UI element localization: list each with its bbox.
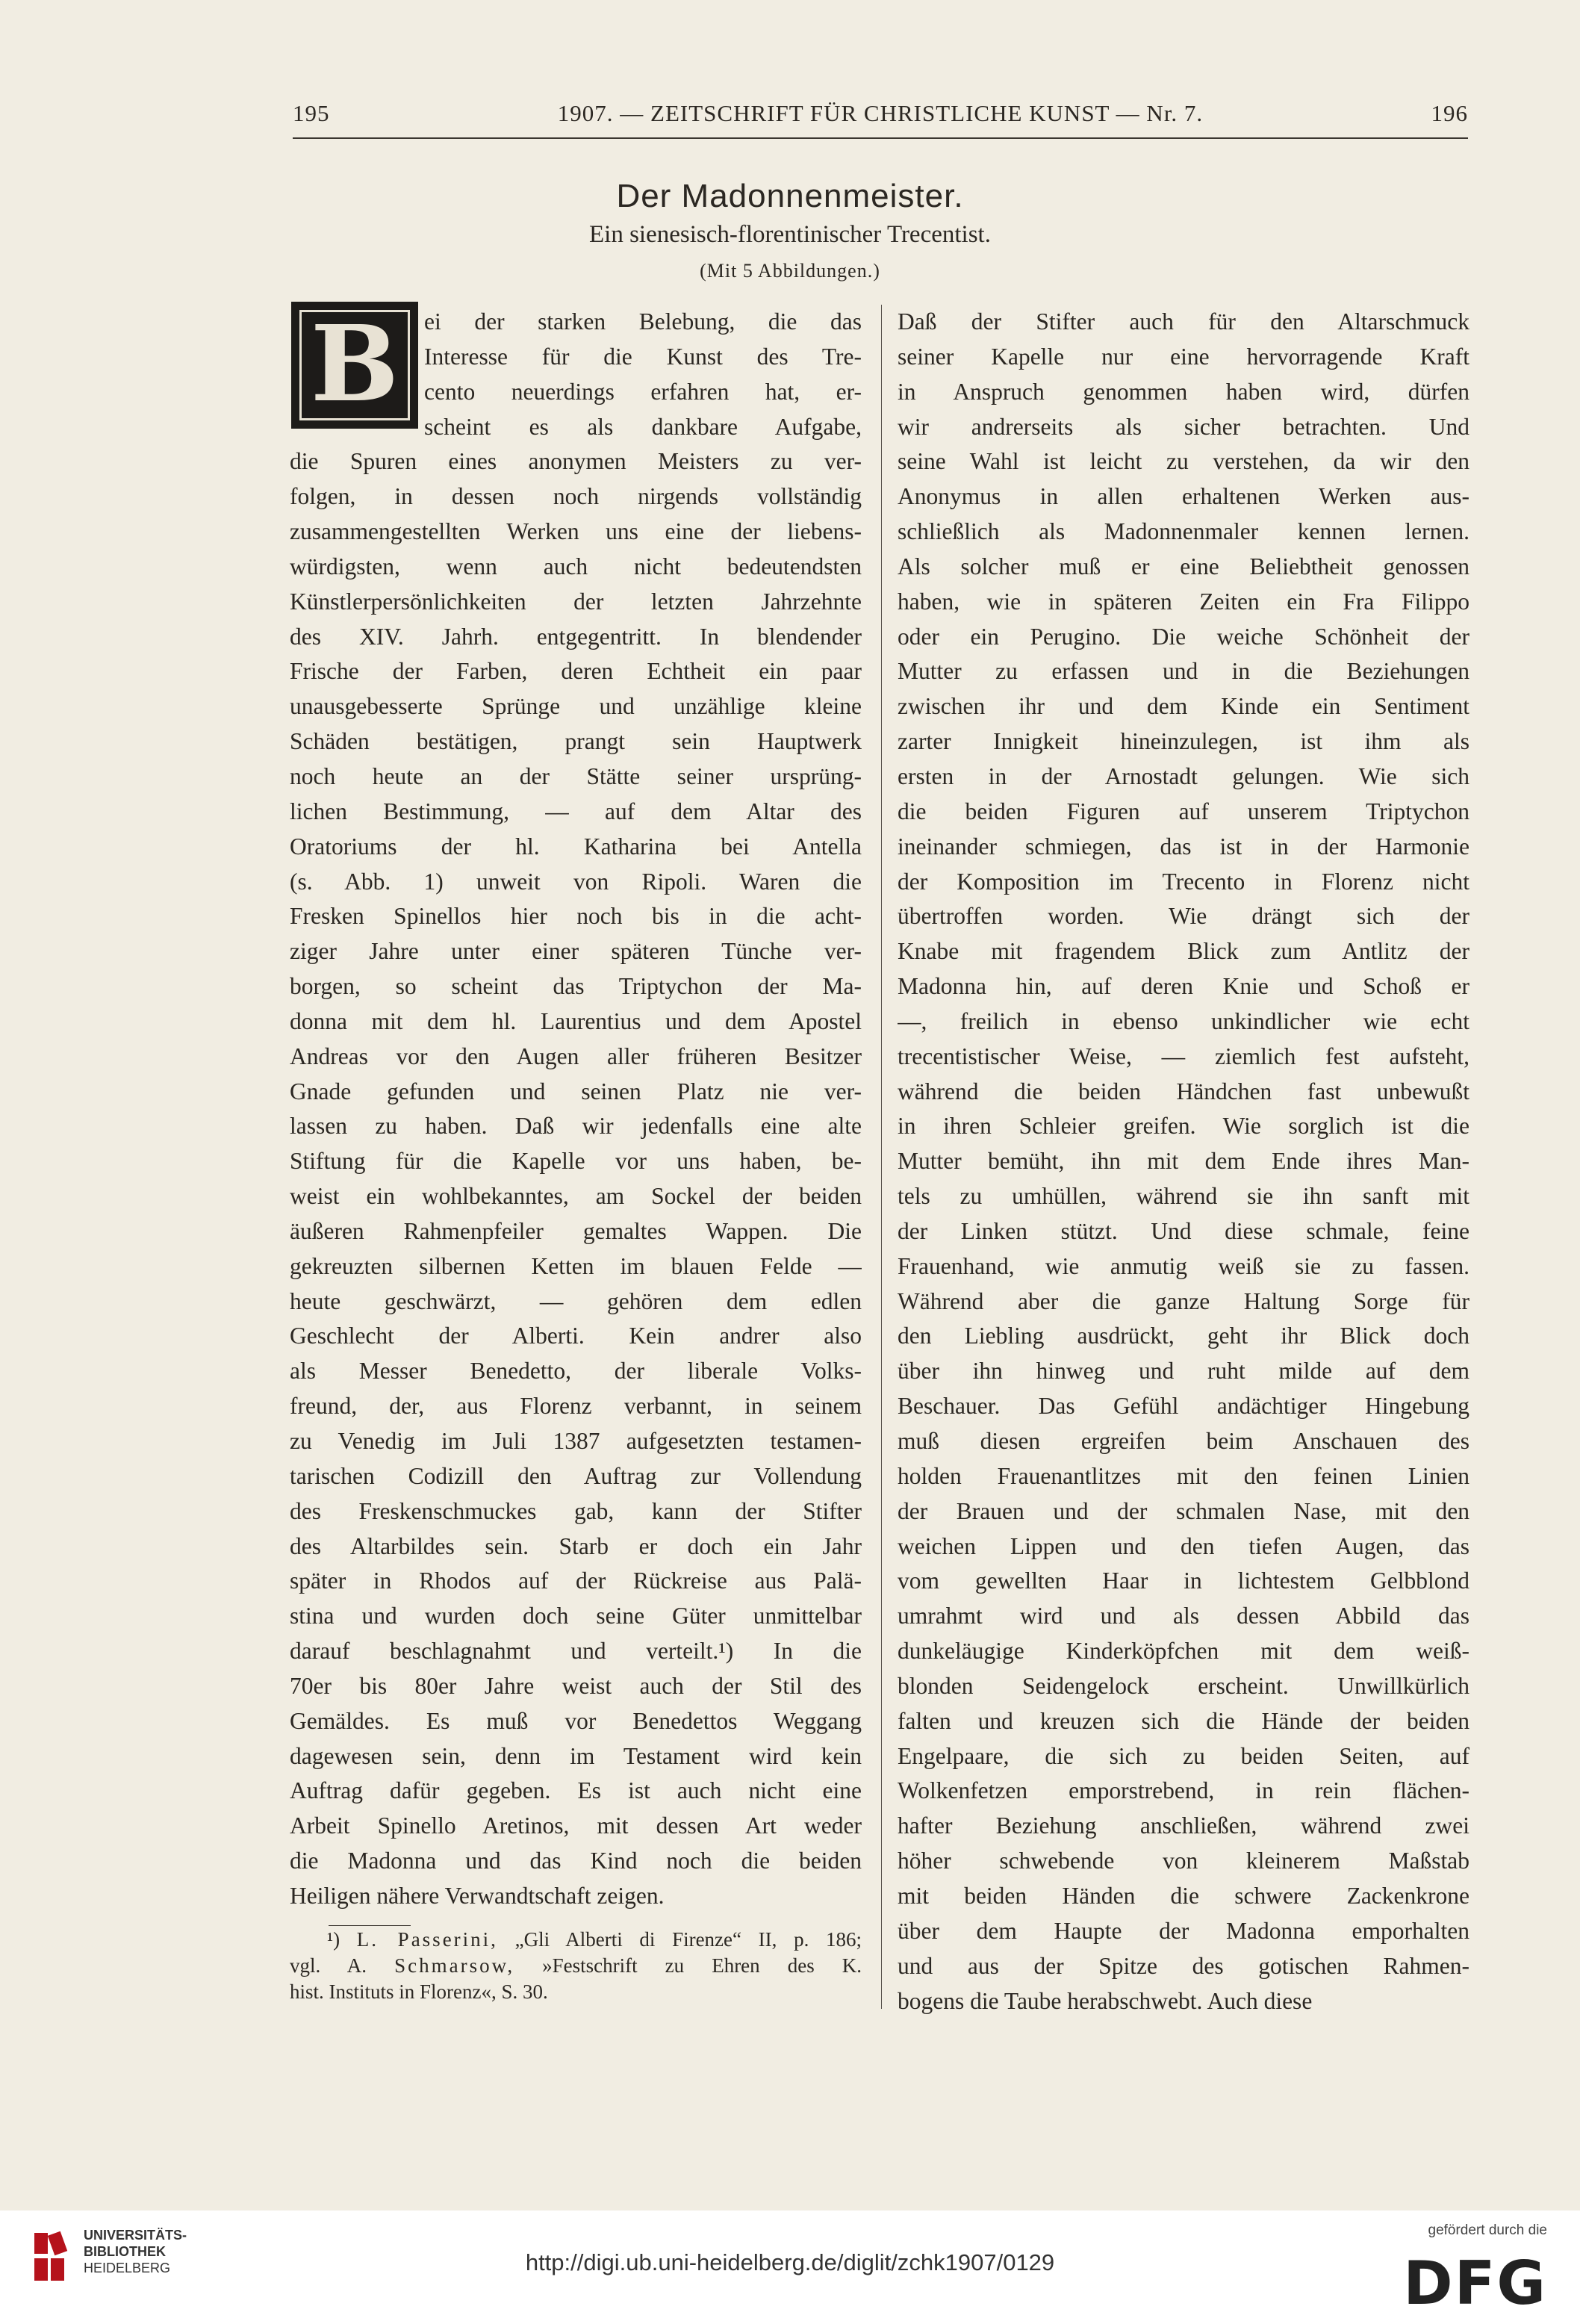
right-column (898, 305, 1469, 2019)
text-line: ersten in der Arnostadt gelungen. Wie sich (898, 762, 1469, 789)
text-line: trecentistischer Weise, — ziemlich fest aufsteht, (898, 1043, 1469, 1069)
text-line: zarter Innigkeit hineinzulegen, ist ihm als (898, 728, 1469, 755)
text-line: ziger Jahre unter einer späteren Tünche ver- (290, 938, 862, 965)
text-line: freund, der, aus Florenz verbannt, in seinem (290, 1393, 862, 1420)
dfg-logo: DFG (1403, 2249, 1547, 2318)
running-header (293, 100, 1468, 130)
text-line: des XIV. Jahrh. entgegentritt. In blendender (290, 623, 862, 650)
footnote-author: Schmarsow, (394, 1954, 515, 1977)
text-line: Heiligen nähere Verwandtschaft zeigen. (290, 1882, 665, 1909)
text-line: Fresken Spinellos hier noch bis in die acht- (290, 903, 862, 930)
text-line: falten und kreuzen sich die Hände der beiden (898, 1707, 1469, 1734)
text-line: ei der starken Belebung, die das (424, 308, 862, 335)
text-line: Arbeit Spinello Aretinos, mit dessen Art weder (290, 1812, 862, 1839)
text-line: die beiden Figuren auf unserem Triptychon (898, 798, 1469, 824)
text-line: zusammengestellten Werken uns eine der liebens- (290, 518, 862, 545)
text-line: noch heute an der Stätte seiner ursprüng- (290, 762, 862, 789)
library-name-line: UNIVERSITÄTS- (84, 2228, 187, 2243)
text-line: vom gewellten Haar in lichtestem Gelbblond (898, 1568, 1469, 1594)
viewer-footer (0, 2210, 1580, 2324)
text-line: Gnade gefunden und seinen Platz nie ver- (290, 1078, 862, 1104)
text-line: folgen, in dessen noch nirgends vollständig (290, 483, 862, 510)
initial-letter: B (310, 303, 399, 426)
text-line: Künstlerpersönlichkeiten der letzten Jahrzehnte (290, 588, 862, 615)
text-line: der Linken stützt. Und diese schmale, feine (898, 1217, 1469, 1244)
text-line: donna mit dem hl. Laurentius und dem Apostel (290, 1007, 862, 1034)
text-line: unausgebesserte Sprünge und unzählige kleine (290, 693, 862, 720)
text-line: Auftrag dafür gegeben. Es ist auch nicht eine (290, 1777, 862, 1804)
text-line: und aus der Spitze des gotischen Rahmen- (898, 1952, 1469, 1979)
text-line: darauf beschlagnahmt und verteilt.¹) In die (290, 1638, 862, 1665)
text-line: die Madonna und das Kind noch die beiden (290, 1848, 862, 1874)
text-line: zu Venedig im Juli 1387 aufgesetzten testamen- (290, 1428, 862, 1454)
page-number-right: 196 (1431, 100, 1468, 126)
text-line: blonden Seidengelock erscheint. Unwillkürlich (898, 1672, 1469, 1699)
text-line: tarischen Codizill den Auftrag zur Vollendung (290, 1462, 862, 1489)
footnote-rule (329, 1925, 411, 1926)
text-line: des Altarbildes sein. Starb er doch ein Jahr (290, 1532, 862, 1559)
footnote-author: L. Passerini, (356, 1928, 498, 1951)
text-line: Engelpaare, die sich zu beiden Seiten, auf (898, 1742, 1469, 1769)
text-line: dunkeläugige Kinderköpfchen mit dem weiß- (898, 1638, 1469, 1665)
text-line: Gemäldes. Es muß vor Benedettos Weggang (290, 1707, 862, 1734)
text-line: Madonna hin, auf deren Knie und Schoß er (898, 973, 1469, 1000)
text-line: scheint es als dankbare Aufgabe, (424, 413, 862, 440)
text-line: cento neuerdings erfahren hat, er- (424, 378, 862, 405)
text-line: oder ein Perugino. Die weiche Schönheit der (898, 623, 1469, 650)
left-column (290, 305, 862, 1914)
footnote-text: »Festschrift zu Ehren des K. (514, 1954, 862, 1977)
text-line: über ihn hinweg und ruht milde auf dem (898, 1358, 1469, 1385)
article-subtitle: Ein sienesisch-florentinischer Trecentist. (589, 221, 991, 248)
text-line: stina und wurden doch seine Güter unmittelbar (290, 1603, 862, 1629)
text-line: Beschauer. Das Gefühl andächtiger Hingebung (898, 1393, 1469, 1420)
text-line: Wolkenfetzen emporstrebend, in rein flächen- (898, 1777, 1469, 1804)
text-line: Frische der Farben, deren Echtheit ein paar (290, 658, 862, 685)
text-line: Mutter bemüht, ihn mit dem Ende ihres Man- (898, 1148, 1469, 1175)
text-line: umrahmt wird und als dessen Abbild das (898, 1603, 1469, 1629)
footnote-line (290, 1927, 862, 1953)
text-line: äußeren Rahmenpfeiler gemaltes Wappen. Die (290, 1217, 862, 1244)
page-number-left: 195 (293, 100, 330, 126)
text-line: tels zu umhüllen, während sie ihn sanft mit (898, 1183, 1469, 1210)
text-line: muß diesen ergreifen beim Anschauen des (898, 1428, 1469, 1454)
text-line: die Spuren eines anonymen Meisters zu ver- (290, 448, 862, 475)
column-divider (881, 305, 882, 2009)
text-line: Schäden bestätigen, prangt sein Hauptwerk (290, 728, 862, 755)
text-line: als Messer Benedetto, der liberale Volks- (290, 1358, 862, 1385)
text-line: schließlich als Madonnenmaler kennen lernen. (898, 518, 1469, 545)
text-line: borgen, so scheint das Triptychon der Ma- (290, 973, 862, 1000)
library-name-line: BIBLIOTHEK (84, 2244, 166, 2259)
text-line: zwischen ihr und dem Kinde ein Sentiment (898, 693, 1469, 720)
text-line: holden Frauenantlitzes mit den feinen Linien (898, 1462, 1469, 1489)
text-line: Stiftung für die Kapelle vor uns haben, be- (290, 1148, 862, 1175)
text-line: Als solcher muß er eine Beliebtheit genossen (898, 553, 1469, 580)
text-line: seine Wahl ist leicht zu verstehen, da wir den (898, 448, 1469, 475)
text-line: bogens die Taube herabschwebt. Auch diese (898, 1987, 1313, 2014)
text-line: hafter Beziehung anschließen, während zwei (898, 1812, 1469, 1839)
text-line: der Komposition im Trecento in Florenz nicht (898, 868, 1469, 895)
journal-header-title: 1907. — ZEITSCHRIFT FÜR CHRISTLICHE KUNST — Nr. 7. (557, 100, 1204, 126)
text-line: gekreuzten silbernen Ketten im blauen Felde — (290, 1252, 862, 1279)
text-line: Anonymus in allen erhaltenen Werken aus- (898, 483, 1469, 510)
text-line: in Anspruch genommen haben wird, dürfen (898, 378, 1469, 405)
article-title: Der Madonnenmeister. (616, 178, 964, 214)
text-line: lassen zu haben. Daß wir jedenfalls eine alte (290, 1113, 862, 1140)
footnote-text: vgl. A. (290, 1954, 395, 1977)
text-line: Interesse für die Kunst des Tre- (424, 343, 862, 370)
text-line: (s. Abb. 1) unweit von Ripoli. Waren die (290, 868, 862, 895)
footnote (290, 1927, 862, 2005)
text-line: später in Rhodos auf der Rückreise aus Palä- (290, 1568, 862, 1594)
text-line: Mutter zu erfassen und in die Beziehungen (898, 658, 1469, 685)
text-line: über dem Haupte der Madonna emporhalten (898, 1917, 1469, 1944)
text-line: würdigsten, wenn auch nicht bedeutendsten (290, 553, 862, 580)
text-line: Knabe mit fragendem Blick zum Antlitz der (898, 938, 1469, 965)
text-line: der Brauen und der schmalen Nase, mit den (898, 1497, 1469, 1524)
text-line: Oratoriums der hl. Katharina bei Antella (290, 833, 862, 860)
text-line: ineinander schmiegen, das ist in der Harmonie (898, 833, 1469, 860)
text-line: weist ein wohlbekanntes, am Sockel der beiden (290, 1183, 862, 1210)
text-line: haben, wie in späteren Zeiten ein Fra Filippo (898, 588, 1469, 615)
text-line: höher schwebende von kleinerem Maßstab (898, 1848, 1469, 1874)
text-line: lichen Bestimmung, — auf dem Altar des (290, 798, 862, 824)
text-line: Frauenhand, wie anmutig weiß sie zu fassen. (898, 1252, 1469, 1279)
text-line: übertroffen worden. Wie drängt sich der (898, 903, 1469, 930)
text-line: Andreas vor den Augen aller früheren Besitzer (290, 1043, 862, 1069)
text-line: den Liebling ausdrückt, geht ihr Blick doch (898, 1323, 1469, 1349)
text-line: während die beiden Händchen fast unbewußt (898, 1078, 1469, 1104)
text-line: wir andrerseits als sicher betrachten. Und (898, 413, 1469, 440)
footnote-text: „Gli Alberti di Firenze“ II, p. 186; (497, 1928, 862, 1951)
header-rule (293, 137, 1468, 139)
text-line: 70er bis 80er Jahre weist auch der Stil des (290, 1672, 862, 1699)
footnote-line (290, 1953, 862, 1979)
sponsor-label: gefördert durch die (1428, 2222, 1547, 2238)
text-line: —, freilich in ebenso unkindlicher wie echt (898, 1007, 1469, 1034)
text-line: Daß der Stifter auch für den Altarschmuck (898, 308, 1469, 335)
text-line: seiner Kapelle nur eine hervorragende Kraft (898, 343, 1469, 370)
permalink[interactable]: http://digi.ub.uni-heidelberg.de/diglit/zchk1907/0129 (525, 2249, 1055, 2275)
text-line: weichen Lippen und den tiefen Augen, das (898, 1532, 1469, 1559)
text-line: des Freskenschmuckes gab, kann der Stifter (290, 1497, 862, 1524)
text-line: Während aber die ganze Haltung Sorge für (898, 1287, 1469, 1314)
library-name-line: HEIDELBERG (84, 2261, 171, 2275)
text-line: in ihren Schleier greifen. Wie sorglich ist die (898, 1113, 1469, 1140)
illustration-note: (Mit 5 Abbildungen.) (700, 260, 880, 282)
text-line: heute geschwärzt, — gehören dem edlen (290, 1287, 862, 1314)
text-line: Geschlecht der Alberti. Kein andrer also (290, 1323, 862, 1349)
footnote-number: ¹) (327, 1928, 357, 1951)
text-line: dagewesen sein, denn im Testament wird kein (290, 1742, 862, 1769)
footnote-line: hist. Instituts in Florenz«, S. 30. (290, 1980, 548, 2003)
text-line: mit beiden Händen die schwere Zackenkrone (898, 1882, 1469, 1909)
